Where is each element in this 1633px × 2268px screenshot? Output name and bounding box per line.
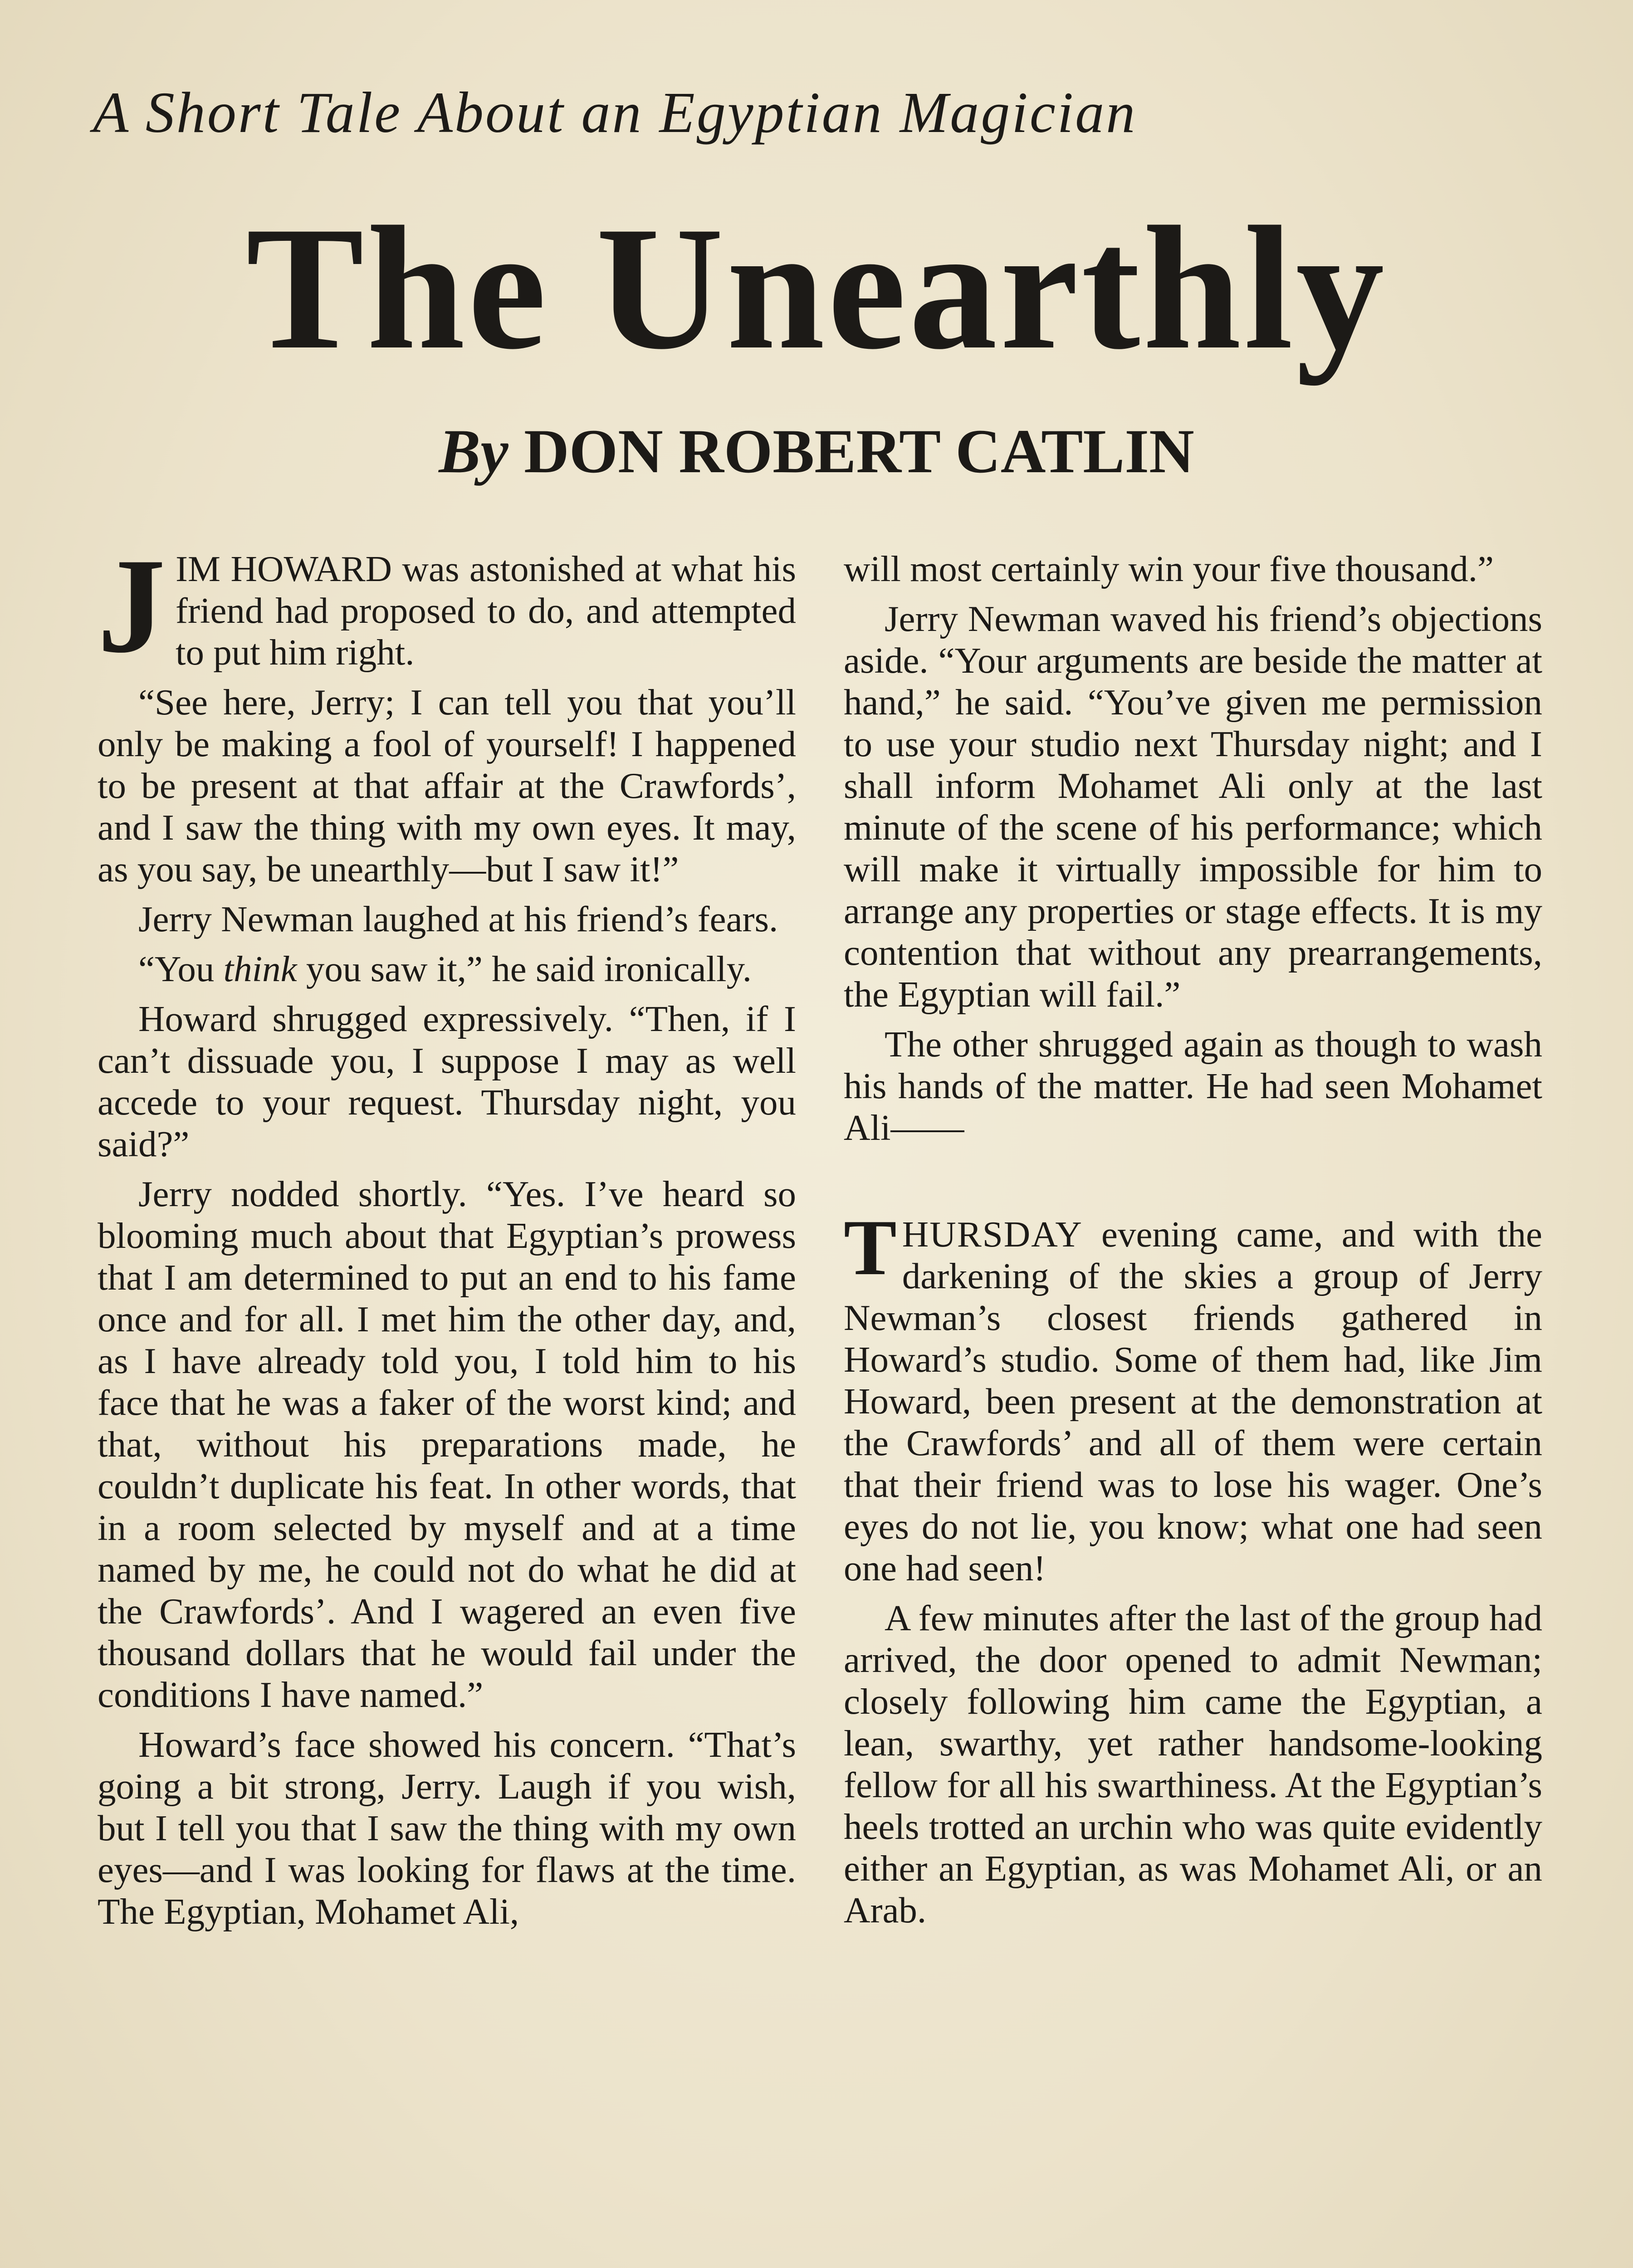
paragraph: Jerry Newman waved his friend’s objections aside. “Your arguments are beside the matter at hand,” he said. “You’ve given me permission to use your studio next Thursday night; and I shall inform Mohamet Ali only at the last minute of the scene of his performance; which will make it virtually impossible for him to arrange any properties or stage effects. It is my contention that without any prearrangements, the Egyptian will fail.” (844, 598, 1542, 1015)
paragraph: will most certainly win your five thousand.” (844, 548, 1494, 589)
paragraph (98, 548, 796, 681)
drop-cap: T (844, 1203, 897, 1291)
story-title: The Unearthly (246, 190, 1387, 386)
paragraph: “See here, Jerry; I can tell you that you’ll only be making a fool of yourself! I happened to be present at that affair at the Crawfords’, and I saw the thing with my own eyes. It may, as you say, be unearthly—but I saw it!” (98, 682, 796, 890)
paragraph (98, 948, 796, 990)
paragraph: Howard shrugged expressively. “Then, if I can’t dissuade you, I suppose I may as well accede to your request. Thursday night, you said?” (98, 998, 796, 1164)
paragraph-text: you saw it,” he said ironically. (297, 948, 752, 989)
paragraph: The other shrugged again as though to wash his hands of the matter. He had seen Mohamet Ali—— (844, 1024, 1542, 1148)
paragraph-text: IM HOWARD was astonished at what his friend had proposed to do, and attempted to put him right. (176, 548, 796, 673)
paragraph: Jerry Newman laughed at his friend’s fears. (138, 899, 778, 939)
right-column (844, 548, 1542, 2268)
emphasis-text: think (223, 948, 297, 989)
left-column (98, 548, 796, 2268)
byline-author: DON ROBERT CATLIN (524, 416, 1194, 486)
story-kicker: A Short Tale About an Egyptian Magician (93, 80, 1137, 145)
small-caps-lead: HURSDAY (902, 1214, 1083, 1255)
byline-by: By (439, 416, 508, 486)
paragraph-text: evening came, and with the darkening of the skies a group of Jerry Newman’s closest friends gathered in Howard’s studio. Some of them had, like Jim Howard, been present at the demonstration at the Crawfords’ and all of them were certain that their friend was to lose his wager. One’s eyes do not lie, you know; what one had seen one had seen! (844, 1214, 1542, 1589)
paragraph: Jerry nodded shortly. “Yes. I’ve heard so blooming much about that Egyptian’s prowess that I am determined to put an end to his fame once and for all. I met him the other day, and, as I have already told you, I told him to his face that he was a faker of the worst kind; and that, without his preparations made, he couldn’t duplicate his feat. In other words, that in a room selected by myself and at a time named by me, he could not do what he did at the Crawfords’. And I wagered an even five thousand dollars that he would fail under the conditions I have named.” (98, 1173, 796, 1715)
byline (0, 415, 1633, 487)
paragraph: A few minutes after the last of the group had arrived, the door opened to admit Newman; closely following him came the Egyptian, a lean, swarthy, yet rather handsome-looking fellow for all his swarthiness. At the Egyptian’s heels trotted an urchin who was quite evidently either an Egyptian, as was Mohamet Ali, or an Arab. (844, 1598, 1542, 1931)
drop-cap: J (98, 548, 166, 681)
paragraph (844, 1203, 1542, 1589)
paragraph-text: “You (138, 948, 224, 989)
section-break (844, 1157, 1542, 1213)
paragraph: Howard’s face showed his concern. “That’s going a bit strong, Jerry. Laugh if you wish, but I tell you that I saw the thing with my own eyes—and I was looking for flaws at the time. The Egyptian, Mohamet Ali, (98, 1724, 796, 1932)
